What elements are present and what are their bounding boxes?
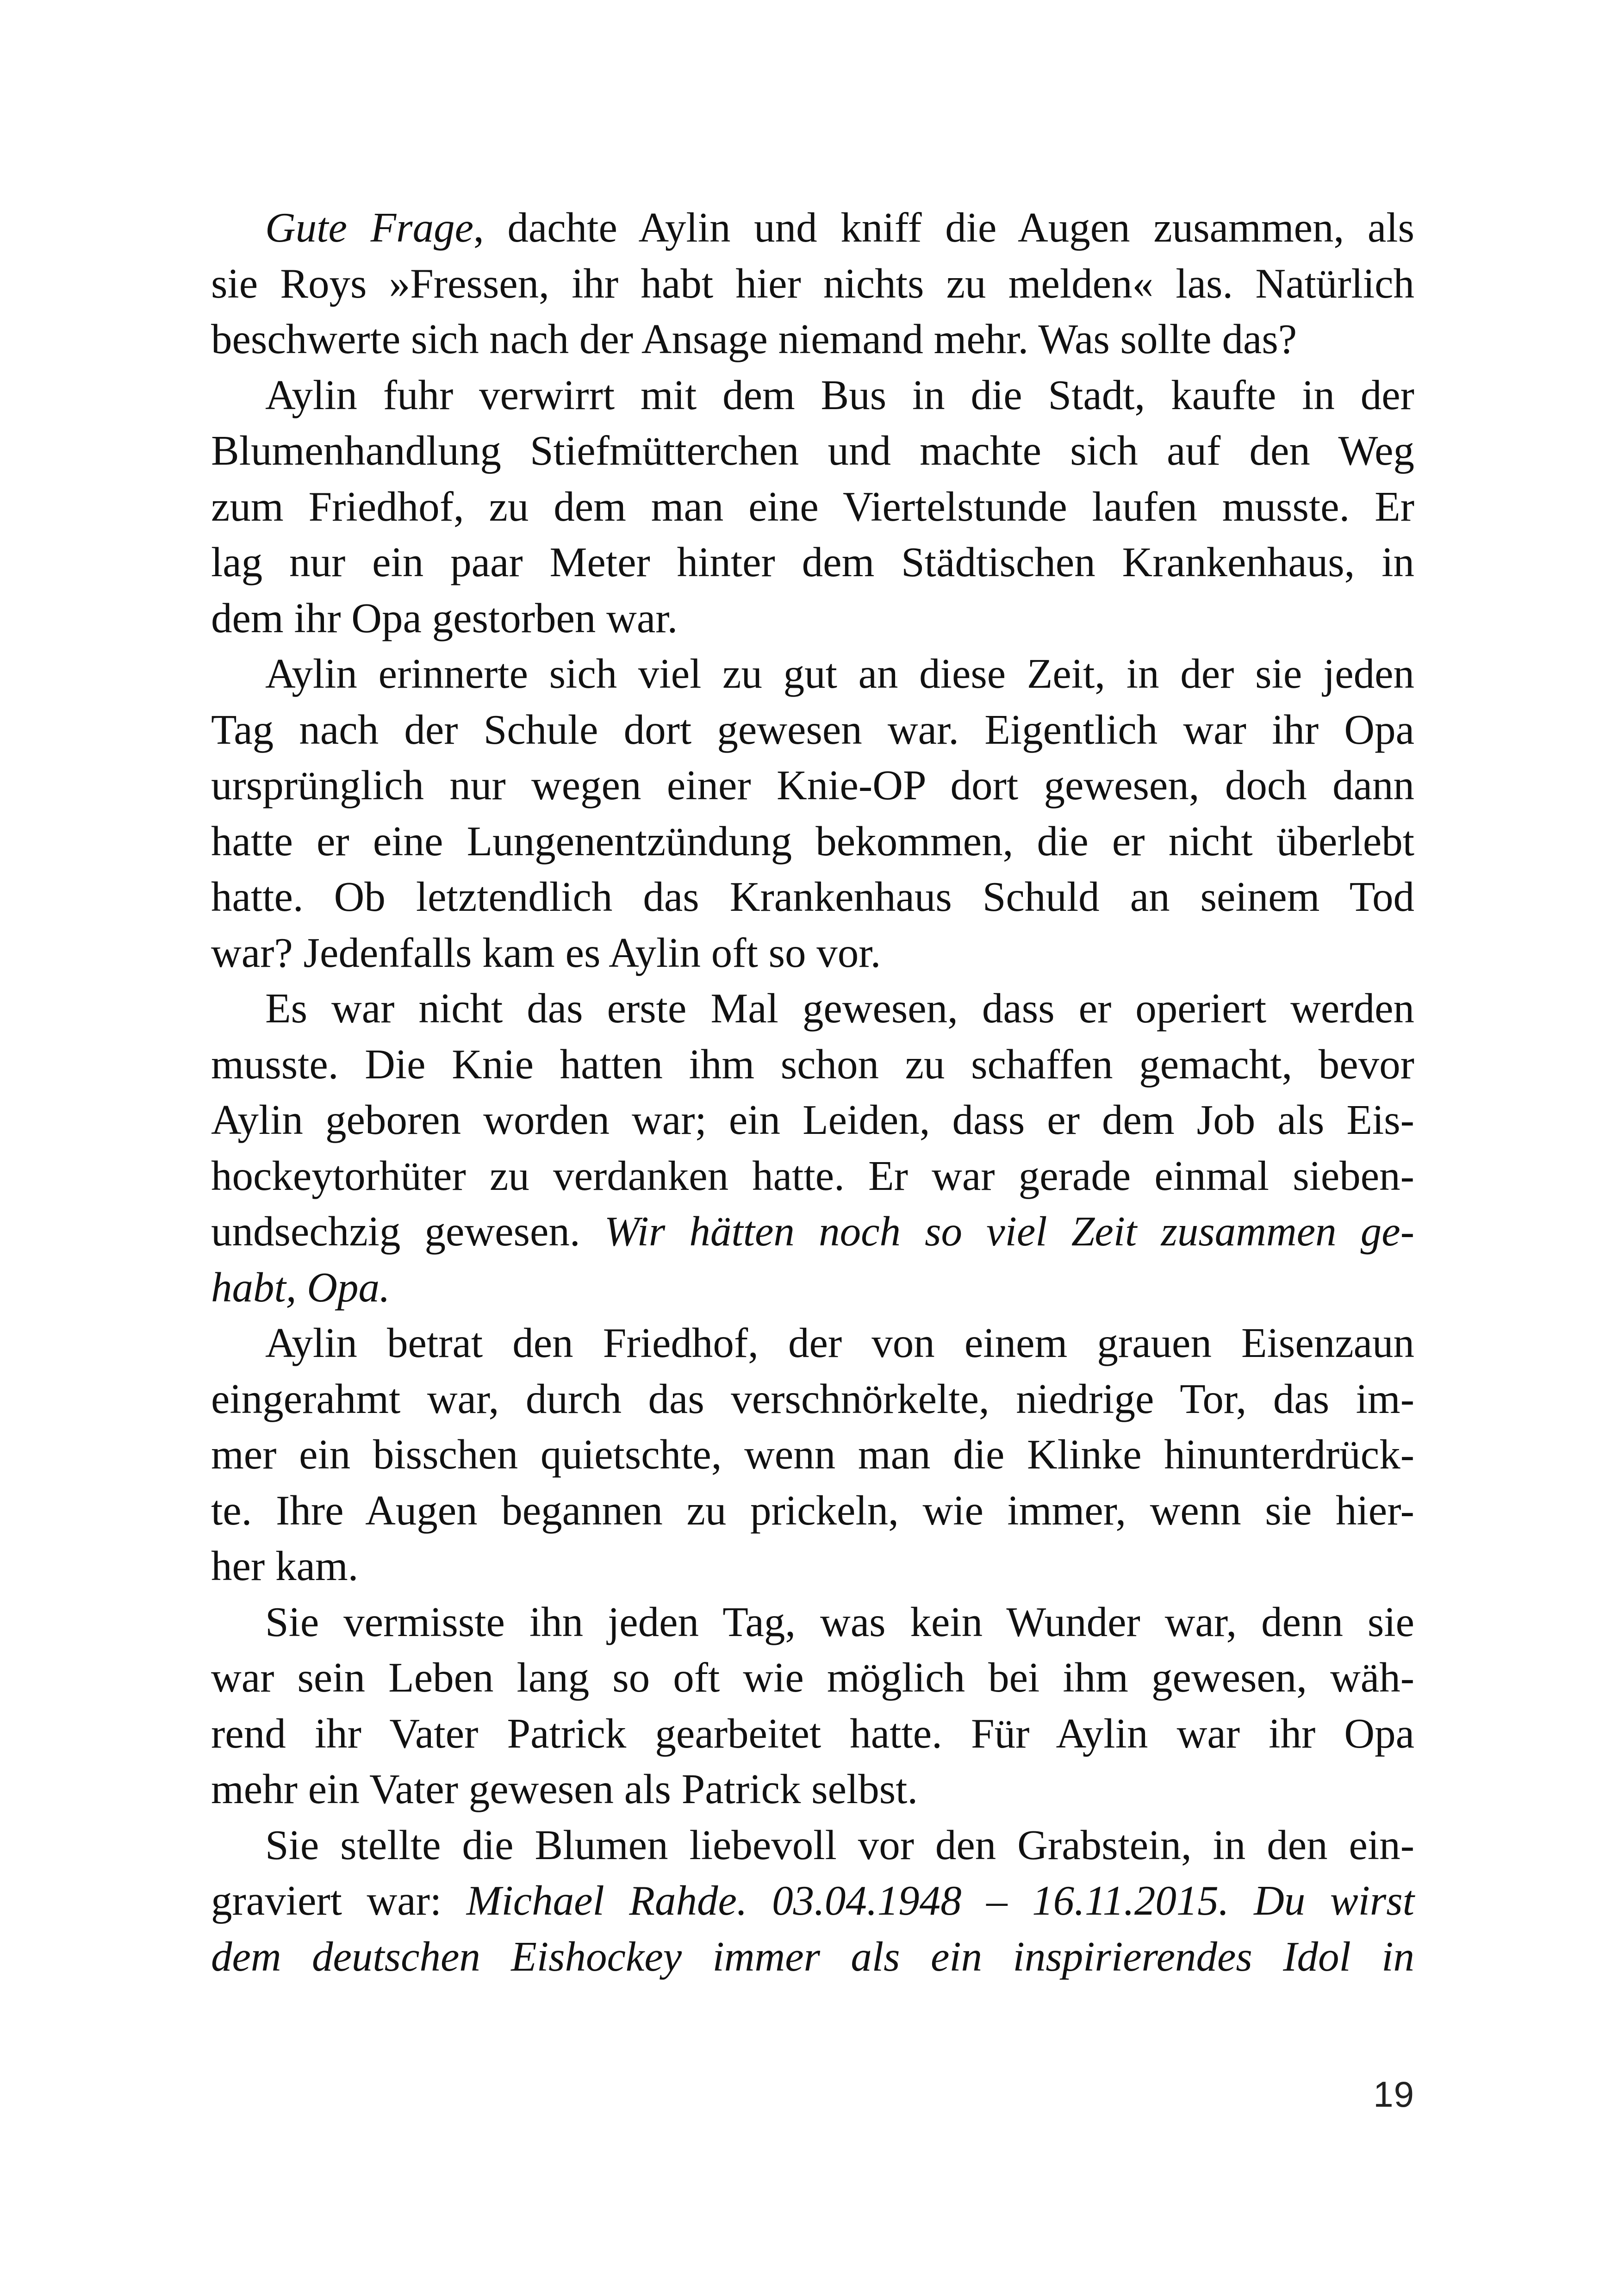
text-line <box>211 1315 1414 1371</box>
text-run: lag nur ein paar Meter hinter dem Städtischen Krankenhaus, in <box>211 539 1414 585</box>
text-line <box>211 1817 1414 1873</box>
text-run: hockeytorhüter zu verdanken hatte. Er war gerade einmal sieben- <box>211 1152 1414 1199</box>
text-line <box>211 1483 1414 1539</box>
text-line <box>211 646 1414 702</box>
text-line <box>211 1594 1414 1650</box>
text-line <box>211 814 1414 870</box>
text-run: Tag nach der Schule dort gewesen war. Eigentlich war ihr Opa <box>211 706 1414 753</box>
text-run: musste. Die Knie hatten ihm schon zu schaffen gemacht, bevor <box>211 1040 1414 1088</box>
text-run: , dachte Aylin und kniff die Augen zusammen, als <box>473 204 1415 251</box>
text-line <box>211 367 1414 423</box>
text-line <box>211 479 1414 535</box>
italic-text: Michael Rahde. 03.04.1948 – 16.11.2015. Du wirst <box>466 1877 1414 1924</box>
text-run: Sie stellte die Blumen liebevoll vor den Grabstein, in den ein- <box>265 1821 1414 1868</box>
text-line <box>211 1427 1414 1483</box>
text-run: Es war nicht das erste Mal gewesen, dass er operiert werden <box>265 985 1414 1032</box>
paragraph <box>211 1315 1414 1594</box>
text-line <box>211 1761 1414 1817</box>
text-run: beschwerte sich nach der Ansage niemand mehr. Was sollte das? <box>211 316 1297 362</box>
text-run: zum Friedhof, zu dem man eine Viertelstunde laufen musste. Er <box>211 483 1414 530</box>
body-text <box>211 200 1414 1985</box>
text-run: Aylin betrat den Friedhof, der von einem grauen Eisenzaun <box>265 1319 1414 1366</box>
text-line <box>211 1650 1414 1706</box>
text-line <box>211 1037 1414 1093</box>
paragraph <box>211 1594 1414 1817</box>
text-run: graviert war: <box>211 1877 467 1924</box>
text-run: mehr ein Vater gewesen als Patrick selbst. <box>211 1766 918 1812</box>
italic-text: Gute Frage <box>265 204 473 251</box>
text-line <box>211 256 1414 312</box>
text-line <box>211 1204 1414 1260</box>
text-run: Aylin fuhr verwirrt mit dem Bus in die Stadt, kaufte in der <box>265 371 1414 418</box>
text-run: war? Jedenfalls kam es Aylin oft so vor. <box>211 929 881 976</box>
italic-text: habt, Opa. <box>211 1263 390 1311</box>
text-run: te. Ihre Augen begannen zu prickeln, wie immer, wenn sie hier- <box>211 1487 1414 1534</box>
text-line <box>211 1092 1414 1148</box>
paragraph <box>211 367 1414 647</box>
text-run: ursprünglich nur wegen einer Knie-OP dort gewesen, doch dann <box>211 762 1414 809</box>
text-run: Aylin geboren worden war; ein Leiden, dass er dem Job als Eis- <box>211 1096 1414 1143</box>
text-run: war sein Leben lang so oft wie möglich bei ihm gewesen, wäh- <box>211 1654 1414 1701</box>
page-number: 19 <box>1373 2074 1414 2115</box>
text-line <box>211 1929 1414 1985</box>
text-line <box>211 869 1414 925</box>
text-run: rend ihr Vater Patrick gearbeitet hatte. Für Aylin war ihr Opa <box>211 1710 1414 1757</box>
text-run: eingerahmt war, durch das verschnörkelte, niedrige Tor, das im- <box>211 1375 1414 1422</box>
text-run: Aylin erinnerte sich viel zu gut an diese Zeit, in der sie jeden <box>265 650 1414 697</box>
text-line <box>211 591 1414 647</box>
text-run: undsechzig gewesen. <box>211 1208 604 1255</box>
italic-text: dem deutschen Eishockey immer als ein inspirierendes Idol in <box>211 1933 1414 1980</box>
paragraph <box>211 1817 1414 1985</box>
text-line <box>211 200 1414 256</box>
paragraph <box>211 981 1414 1315</box>
text-run: mer ein bisschen quietschte, wenn man die Klinke hinunterdrück- <box>211 1431 1414 1478</box>
paragraph <box>211 200 1414 367</box>
text-line <box>211 1260 1414 1316</box>
text-line <box>211 1873 1414 1929</box>
italic-text: Wir hätten noch so viel Zeit zusammen ge- <box>604 1208 1415 1255</box>
text-line <box>211 1148 1414 1204</box>
text-line <box>211 1706 1414 1762</box>
text-line <box>211 702 1414 758</box>
text-line <box>211 758 1414 814</box>
text-run: hatte. Ob letztendlich das Krankenhaus Schuld an seinem Tod <box>211 873 1414 920</box>
text-run: dem ihr Opa gestorben war. <box>211 594 678 641</box>
text-line <box>211 535 1414 591</box>
text-line <box>211 423 1414 479</box>
text-line <box>211 981 1414 1037</box>
text-line <box>211 311 1414 367</box>
text-run: Sie vermisste ihn jeden Tag, was kein Wunder war, denn sie <box>265 1598 1414 1645</box>
text-run: hatte er eine Lungenentzündung bekommen, die er nicht überlebt <box>211 817 1414 865</box>
text-line <box>211 1371 1414 1427</box>
paragraph <box>211 646 1414 981</box>
text-line <box>211 1538 1414 1594</box>
text-run: her kam. <box>211 1543 359 1589</box>
text-run: Blumenhandlung Stiefmütterchen und machte sich auf den Weg <box>211 427 1414 474</box>
text-line <box>211 925 1414 981</box>
text-run: sie Roys »Fressen, ihr habt hier nichts zu melden« las. Natürlich <box>211 260 1414 307</box>
